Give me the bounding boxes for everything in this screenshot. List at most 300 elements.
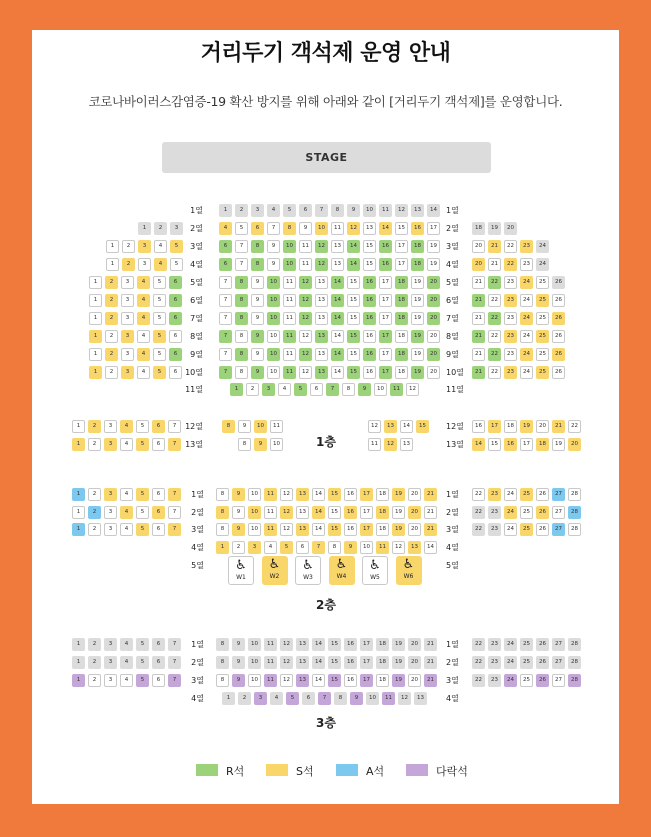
seat[interactable]: 23 xyxy=(520,240,533,253)
seat[interactable]: 17 xyxy=(360,638,373,651)
seat[interactable]: 22 xyxy=(504,240,517,253)
seat[interactable]: 12 xyxy=(395,204,408,217)
seat[interactable]: 20 xyxy=(408,523,421,536)
seat[interactable]: 2 xyxy=(122,258,135,271)
seat[interactable]: 2 xyxy=(88,420,101,433)
seat[interactable]: 7 xyxy=(219,330,232,343)
seat[interactable]: 13 xyxy=(315,312,328,325)
seat[interactable]: 14 xyxy=(331,366,344,379)
seat[interactable]: 5 xyxy=(286,692,299,705)
seat[interactable]: 4 xyxy=(120,674,133,687)
seat[interactable]: 7 xyxy=(235,258,248,271)
seat[interactable]: 2 xyxy=(88,656,101,669)
seat[interactable]: 13 xyxy=(363,222,376,235)
seat[interactable]: 17 xyxy=(360,656,373,669)
seat[interactable]: 7 xyxy=(168,638,181,651)
seat[interactable]: 18 xyxy=(411,240,424,253)
seat[interactable]: 6 xyxy=(219,240,232,253)
seat[interactable]: 1 xyxy=(72,506,85,519)
seat[interactable]: 11 xyxy=(283,366,296,379)
seat[interactable]: 18 xyxy=(376,488,389,501)
seat[interactable]: 18 xyxy=(376,656,389,669)
seat[interactable]: 3 xyxy=(138,240,151,253)
seat[interactable]: 22 xyxy=(568,420,581,433)
wheelchair-seat[interactable] xyxy=(228,556,254,585)
seat[interactable]: 6 xyxy=(152,420,165,433)
seat[interactable]: 6 xyxy=(169,348,182,361)
seat[interactable]: 6 xyxy=(169,312,182,325)
seat[interactable]: 14 xyxy=(312,674,325,687)
seat[interactable]: 8 xyxy=(216,638,229,651)
seat[interactable]: 17 xyxy=(379,348,392,361)
seat[interactable]: 26 xyxy=(552,294,565,307)
seat[interactable]: 15 xyxy=(347,348,360,361)
seat[interactable]: 6 xyxy=(296,541,309,554)
seat[interactable]: 20 xyxy=(568,438,581,451)
seat[interactable]: 26 xyxy=(552,276,565,289)
seat[interactable]: 22 xyxy=(472,656,485,669)
seat[interactable]: 17 xyxy=(379,330,392,343)
seat[interactable]: 9 xyxy=(254,438,267,451)
seat[interactable]: 27 xyxy=(552,656,565,669)
seat[interactable]: 25 xyxy=(520,638,533,651)
seat[interactable]: 12 xyxy=(280,638,293,651)
seat[interactable]: 2 xyxy=(235,204,248,217)
seat[interactable]: 7 xyxy=(219,276,232,289)
seat[interactable]: 11 xyxy=(379,204,392,217)
seat[interactable]: 13 xyxy=(296,523,309,536)
seat[interactable]: 1 xyxy=(89,312,102,325)
wheelchair-seat[interactable] xyxy=(329,556,355,585)
seat[interactable]: 4 xyxy=(137,312,150,325)
seat[interactable]: 14 xyxy=(331,312,344,325)
seat[interactable]: 21 xyxy=(424,674,437,687)
seat[interactable]: 9 xyxy=(347,204,360,217)
seat[interactable]: 10 xyxy=(363,204,376,217)
seat[interactable]: 2 xyxy=(232,541,245,554)
seat[interactable]: 15 xyxy=(363,240,376,253)
seat[interactable]: 18 xyxy=(504,420,517,433)
seat[interactable]: 21 xyxy=(552,420,565,433)
seat[interactable]: 13 xyxy=(315,294,328,307)
seat[interactable]: 13 xyxy=(315,330,328,343)
seat[interactable]: 16 xyxy=(344,488,357,501)
seat[interactable]: 22 xyxy=(472,674,485,687)
seat[interactable]: 6 xyxy=(169,276,182,289)
seat[interactable]: 1 xyxy=(219,204,232,217)
seat[interactable]: 8 xyxy=(216,523,229,536)
seat[interactable]: 16 xyxy=(344,656,357,669)
seat[interactable]: 23 xyxy=(504,294,517,307)
seat[interactable]: 26 xyxy=(536,506,549,519)
seat[interactable]: 20 xyxy=(408,506,421,519)
seat[interactable]: 23 xyxy=(488,638,501,651)
seat[interactable]: 15 xyxy=(328,674,341,687)
seat[interactable]: 1 xyxy=(89,348,102,361)
seat[interactable]: 6 xyxy=(152,656,165,669)
seat[interactable]: 22 xyxy=(488,348,501,361)
seat[interactable]: 1 xyxy=(72,420,85,433)
seat[interactable]: 24 xyxy=(520,276,533,289)
seat[interactable]: 10 xyxy=(248,674,261,687)
seat[interactable]: 21 xyxy=(472,366,485,379)
seat[interactable]: 16 xyxy=(379,240,392,253)
seat[interactable]: 24 xyxy=(504,506,517,519)
seat[interactable]: 7 xyxy=(219,366,232,379)
seat[interactable]: 25 xyxy=(536,366,549,379)
seat[interactable]: 5 xyxy=(136,523,149,536)
seat[interactable]: 11 xyxy=(283,312,296,325)
seat[interactable]: 1 xyxy=(106,258,119,271)
seat[interactable]: 24 xyxy=(536,258,549,271)
seat[interactable]: 4 xyxy=(264,541,277,554)
seat[interactable]: 1 xyxy=(89,330,102,343)
seat[interactable]: 3 xyxy=(121,330,134,343)
seat[interactable]: 13 xyxy=(315,366,328,379)
seat[interactable]: 14 xyxy=(427,204,440,217)
seat[interactable]: 9 xyxy=(350,692,363,705)
seat[interactable]: 19 xyxy=(392,674,405,687)
seat[interactable]: 13 xyxy=(400,438,413,451)
seat[interactable]: 7 xyxy=(219,348,232,361)
seat[interactable]: 11 xyxy=(264,523,277,536)
seat[interactable]: 24 xyxy=(504,656,517,669)
seat[interactable]: 1 xyxy=(72,638,85,651)
seat[interactable]: 26 xyxy=(536,656,549,669)
seat[interactable]: 22 xyxy=(488,366,501,379)
seat[interactable]: 28 xyxy=(568,523,581,536)
seat[interactable]: 28 xyxy=(568,488,581,501)
seat[interactable]: 11 xyxy=(368,438,381,451)
seat[interactable]: 28 xyxy=(568,674,581,687)
seat[interactable]: 11 xyxy=(270,420,283,433)
seat[interactable]: 13 xyxy=(296,506,309,519)
seat[interactable]: 21 xyxy=(472,294,485,307)
seat[interactable]: 11 xyxy=(264,638,277,651)
seat[interactable]: 19 xyxy=(411,348,424,361)
seat[interactable]: 26 xyxy=(552,366,565,379)
seat[interactable]: 14 xyxy=(400,420,413,433)
seat[interactable]: 17 xyxy=(427,222,440,235)
seat[interactable]: 10 xyxy=(267,276,280,289)
seat[interactable]: 10 xyxy=(267,366,280,379)
seat[interactable]: 11 xyxy=(283,330,296,343)
seat[interactable]: 1 xyxy=(72,488,85,501)
seat[interactable]: 23 xyxy=(488,674,501,687)
seat[interactable]: 10 xyxy=(267,330,280,343)
seat[interactable]: 23 xyxy=(504,348,517,361)
seat[interactable]: 6 xyxy=(302,692,315,705)
seat[interactable]: 3 xyxy=(121,312,134,325)
seat[interactable]: 18 xyxy=(536,438,549,451)
seat[interactable]: 12 xyxy=(280,488,293,501)
seat[interactable]: 12 xyxy=(398,692,411,705)
seat[interactable]: 5 xyxy=(153,330,166,343)
seat[interactable]: 22 xyxy=(488,330,501,343)
seat[interactable]: 11 xyxy=(264,506,277,519)
seat[interactable]: 15 xyxy=(347,312,360,325)
seat[interactable]: 17 xyxy=(520,438,533,451)
seat[interactable]: 23 xyxy=(488,523,501,536)
seat[interactable]: 9 xyxy=(267,240,280,253)
seat[interactable]: 11 xyxy=(299,240,312,253)
seat[interactable]: 12 xyxy=(392,541,405,554)
seat[interactable]: 6 xyxy=(152,523,165,536)
seat[interactable]: 24 xyxy=(504,523,517,536)
seat[interactable]: 20 xyxy=(427,330,440,343)
seat[interactable]: 3 xyxy=(254,692,267,705)
seat[interactable]: 12 xyxy=(347,222,360,235)
seat[interactable]: 17 xyxy=(379,312,392,325)
seat[interactable]: 6 xyxy=(152,438,165,451)
seat[interactable]: 17 xyxy=(379,366,392,379)
seat[interactable]: 18 xyxy=(395,276,408,289)
seat[interactable]: 24 xyxy=(520,330,533,343)
seat[interactable]: 25 xyxy=(536,330,549,343)
seat[interactable]: 16 xyxy=(363,276,376,289)
seat[interactable]: 19 xyxy=(392,506,405,519)
seat[interactable]: 7 xyxy=(318,692,331,705)
seat[interactable]: 14 xyxy=(312,488,325,501)
seat[interactable]: 6 xyxy=(310,383,323,396)
seat[interactable]: 3 xyxy=(121,348,134,361)
seat[interactable]: 19 xyxy=(392,638,405,651)
seat[interactable]: 7 xyxy=(315,204,328,217)
seat[interactable]: 3 xyxy=(121,366,134,379)
seat[interactable]: 20 xyxy=(427,312,440,325)
seat[interactable]: 23 xyxy=(504,366,517,379)
seat[interactable]: 12 xyxy=(406,383,419,396)
seat[interactable]: 8 xyxy=(235,330,248,343)
seat[interactable]: 10 xyxy=(270,438,283,451)
seat[interactable]: 9 xyxy=(358,383,371,396)
seat[interactable]: 22 xyxy=(472,506,485,519)
seat[interactable]: 15 xyxy=(328,638,341,651)
seat[interactable]: 18 xyxy=(376,638,389,651)
seat[interactable]: 14 xyxy=(331,276,344,289)
seat[interactable]: 11 xyxy=(264,674,277,687)
seat[interactable]: 18 xyxy=(395,330,408,343)
seat[interactable]: 9 xyxy=(232,638,245,651)
seat[interactable]: 19 xyxy=(520,420,533,433)
seat[interactable]: 10 xyxy=(248,656,261,669)
seat[interactable]: 1 xyxy=(230,383,243,396)
seat[interactable]: 18 xyxy=(395,294,408,307)
seat[interactable]: 4 xyxy=(219,222,232,235)
seat[interactable]: 16 xyxy=(379,258,392,271)
seat[interactable]: 26 xyxy=(536,638,549,651)
seat[interactable]: 6 xyxy=(299,204,312,217)
seat[interactable]: 1 xyxy=(89,294,102,307)
seat[interactable]: 18 xyxy=(411,258,424,271)
seat[interactable]: 8 xyxy=(216,488,229,501)
seat[interactable]: 24 xyxy=(504,638,517,651)
seat[interactable]: 4 xyxy=(154,240,167,253)
seat[interactable]: 13 xyxy=(296,674,309,687)
seat[interactable]: 13 xyxy=(411,204,424,217)
seat[interactable]: 25 xyxy=(520,523,533,536)
seat[interactable]: 5 xyxy=(283,204,296,217)
seat[interactable]: 15 xyxy=(416,420,429,433)
seat[interactable]: 19 xyxy=(392,523,405,536)
seat[interactable]: 3 xyxy=(248,541,261,554)
seat[interactable]: 10 xyxy=(283,240,296,253)
seat[interactable]: 10 xyxy=(248,638,261,651)
seat[interactable]: 16 xyxy=(504,438,517,451)
seat[interactable]: 11 xyxy=(283,348,296,361)
seat[interactable]: 18 xyxy=(376,523,389,536)
seat[interactable]: 11 xyxy=(264,488,277,501)
seat[interactable]: 9 xyxy=(251,312,264,325)
seat[interactable]: 25 xyxy=(536,276,549,289)
seat[interactable]: 5 xyxy=(136,656,149,669)
seat[interactable]: 16 xyxy=(363,348,376,361)
seat[interactable]: 12 xyxy=(299,366,312,379)
seat[interactable]: 17 xyxy=(488,420,501,433)
seat[interactable]: 25 xyxy=(536,294,549,307)
seat[interactable]: 3 xyxy=(104,506,117,519)
seat[interactable]: 9 xyxy=(251,330,264,343)
seat[interactable]: 2 xyxy=(88,523,101,536)
seat[interactable]: 8 xyxy=(216,506,229,519)
seat[interactable]: 28 xyxy=(568,638,581,651)
seat[interactable]: 12 xyxy=(299,348,312,361)
seat[interactable]: 2 xyxy=(246,383,259,396)
seat[interactable]: 4 xyxy=(270,692,283,705)
seat[interactable]: 10 xyxy=(248,488,261,501)
seat[interactable]: 24 xyxy=(504,674,517,687)
seat[interactable]: 8 xyxy=(331,204,344,217)
seat[interactable]: 1 xyxy=(72,523,85,536)
seat[interactable]: 10 xyxy=(254,420,267,433)
seat[interactable]: 22 xyxy=(488,276,501,289)
seat[interactable]: 26 xyxy=(552,312,565,325)
seat[interactable]: 8 xyxy=(251,258,264,271)
seat[interactable]: 13 xyxy=(331,258,344,271)
seat[interactable]: 3 xyxy=(138,258,151,271)
seat[interactable]: 4 xyxy=(137,366,150,379)
seat[interactable]: 26 xyxy=(536,674,549,687)
seat[interactable]: 14 xyxy=(312,523,325,536)
seat[interactable]: 7 xyxy=(267,222,280,235)
seat[interactable]: 9 xyxy=(251,366,264,379)
seat[interactable]: 5 xyxy=(280,541,293,554)
seat[interactable]: 21 xyxy=(472,348,485,361)
seat[interactable]: 13 xyxy=(331,240,344,253)
seat[interactable]: 4 xyxy=(120,638,133,651)
seat[interactable]: 5 xyxy=(153,348,166,361)
seat[interactable]: 2 xyxy=(105,366,118,379)
seat[interactable]: 17 xyxy=(360,674,373,687)
seat[interactable]: 2 xyxy=(105,276,118,289)
seat[interactable]: 21 xyxy=(488,258,501,271)
seat[interactable]: 3 xyxy=(104,523,117,536)
seat[interactable]: 15 xyxy=(347,276,360,289)
wheelchair-seat[interactable] xyxy=(295,556,321,585)
seat[interactable]: 27 xyxy=(552,488,565,501)
seat[interactable]: 6 xyxy=(219,258,232,271)
seat[interactable]: 18 xyxy=(472,222,485,235)
seat[interactable]: 9 xyxy=(299,222,312,235)
seat[interactable]: 25 xyxy=(520,656,533,669)
seat[interactable]: 16 xyxy=(363,312,376,325)
seat[interactable]: 2 xyxy=(88,488,101,501)
seat[interactable]: 11 xyxy=(283,294,296,307)
seat[interactable]: 5 xyxy=(170,258,183,271)
seat[interactable]: 4 xyxy=(137,330,150,343)
seat[interactable]: 7 xyxy=(168,488,181,501)
seat[interactable]: 2 xyxy=(88,674,101,687)
seat[interactable]: 12 xyxy=(280,674,293,687)
seat[interactable]: 9 xyxy=(232,674,245,687)
seat[interactable]: 18 xyxy=(395,348,408,361)
seat[interactable]: 22 xyxy=(472,638,485,651)
seat[interactable]: 3 xyxy=(104,488,117,501)
seat[interactable]: 12 xyxy=(368,420,381,433)
seat[interactable]: 8 xyxy=(216,656,229,669)
seat[interactable]: 6 xyxy=(251,222,264,235)
seat[interactable]: 7 xyxy=(326,383,339,396)
seat[interactable]: 5 xyxy=(153,312,166,325)
seat[interactable]: 23 xyxy=(520,258,533,271)
seat[interactable]: 14 xyxy=(331,348,344,361)
seat[interactable]: 14 xyxy=(347,240,360,253)
seat[interactable]: 4 xyxy=(120,420,133,433)
seat[interactable]: 8 xyxy=(235,366,248,379)
seat[interactable]: 21 xyxy=(424,488,437,501)
seat[interactable]: 7 xyxy=(168,523,181,536)
seat[interactable]: 2 xyxy=(88,638,101,651)
seat[interactable]: 3 xyxy=(170,222,183,235)
seat[interactable]: 10 xyxy=(366,692,379,705)
seat[interactable]: 16 xyxy=(344,638,357,651)
seat[interactable]: 3 xyxy=(104,656,117,669)
seat[interactable]: 8 xyxy=(251,240,264,253)
seat[interactable]: 8 xyxy=(235,312,248,325)
seat[interactable]: 1 xyxy=(89,276,102,289)
seat[interactable]: 24 xyxy=(520,366,533,379)
seat[interactable]: 13 xyxy=(296,656,309,669)
seat[interactable]: 17 xyxy=(360,523,373,536)
seat[interactable]: 22 xyxy=(488,294,501,307)
seat[interactable]: 4 xyxy=(120,523,133,536)
seat[interactable]: 22 xyxy=(472,523,485,536)
seat[interactable]: 23 xyxy=(504,330,517,343)
seat[interactable]: 1 xyxy=(72,656,85,669)
seat[interactable]: 10 xyxy=(267,312,280,325)
seat[interactable]: 17 xyxy=(395,240,408,253)
seat[interactable]: 11 xyxy=(299,258,312,271)
seat[interactable]: 27 xyxy=(552,638,565,651)
seat[interactable]: 13 xyxy=(315,348,328,361)
seat[interactable]: 14 xyxy=(312,656,325,669)
seat[interactable]: 5 xyxy=(170,240,183,253)
seat[interactable]: 2 xyxy=(105,348,118,361)
seat[interactable]: 16 xyxy=(344,506,357,519)
seat[interactable]: 9 xyxy=(251,276,264,289)
seat[interactable]: 12 xyxy=(299,276,312,289)
seat[interactable]: 28 xyxy=(568,506,581,519)
seat[interactable]: 4 xyxy=(137,348,150,361)
seat[interactable]: 20 xyxy=(408,674,421,687)
seat[interactable]: 6 xyxy=(169,330,182,343)
seat[interactable]: 26 xyxy=(552,330,565,343)
seat[interactable]: 24 xyxy=(520,294,533,307)
seat[interactable]: 2 xyxy=(105,330,118,343)
seat[interactable]: 13 xyxy=(296,488,309,501)
seat[interactable]: 13 xyxy=(384,420,397,433)
seat[interactable]: 27 xyxy=(552,506,565,519)
